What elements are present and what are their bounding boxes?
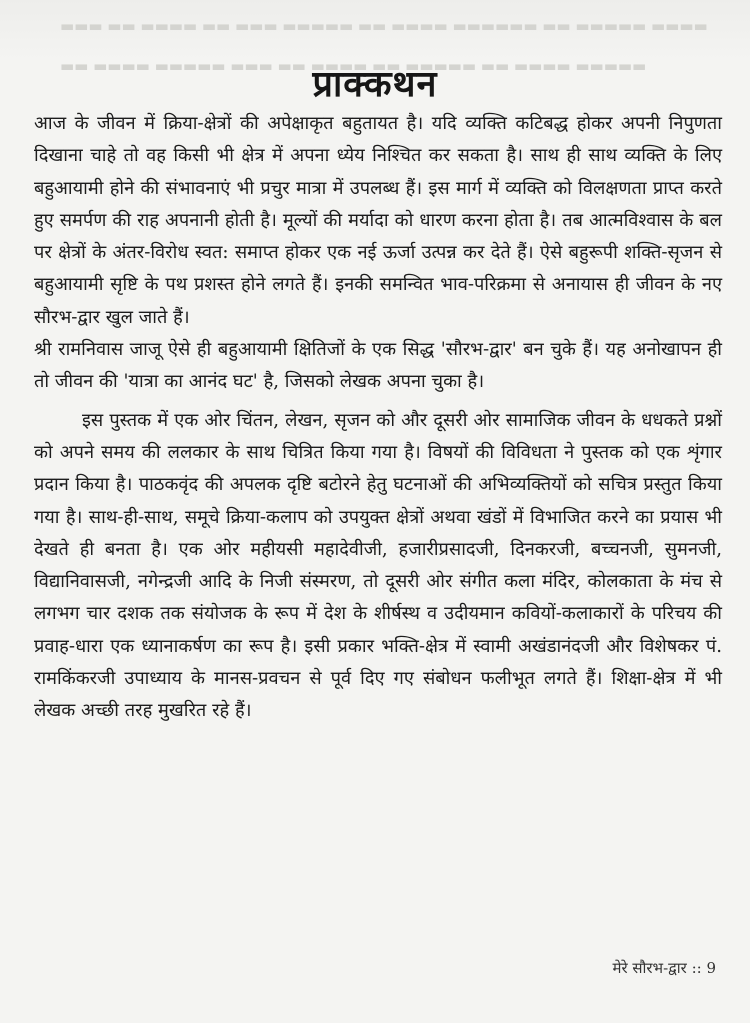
paragraph-1: आज के जीवन में क्रिया-क्षेत्रों की अपेक्षाकृत बहुतायत है। यदि व्यक्ति कटिबद्ध होकर अपनी निपुणता दिखाना चाहे तो वह किसी भी क्षेत्र में अपना ध्येय निश्चित कर सकता है। साथ ही साथ व्यक्ति के लिए बहुआयामी होने की संभावनाएं भी प्रचुर मात्रा में उपलब्ध हैं। इस मार्ग में व्यक्ति को विलक्षणता प्राप्त करते हुए समर्पण की राह अपनानी होती है। मूल्यों की मर्यादा को धारण करना होता है। तब आत्मविश्वास के बल पर क्षेत्रों के अंतर-विरोध स्वत: समाप्त होकर एक नई ऊर्जा उत्पन्न कर देते हैं। ऐसे बहुरूपी शक्ति-सृजन से बहुआयामी सृष्टि के पथ प्रशस्त होने लगते हैं। इनकी समन्वित भाव-परिक्रमा से अनायास ही जीवन के नए सौरभ-द्वार खुल जाते हैं। — [34, 113, 722, 328]
body-text — [34, 108, 722, 728]
paragraph-3: इस पुस्तक में एक ओर चिंतन, लेखन, सृजन को और दूसरी ओर सामाजिक जीवन के धधकते प्रश्नों को अपने समय की ललकार के साथ चित्रित किया गया है। विषयों की विविधता ने पुस्तक को एक शृंगार प्रदान किया है। पाठकवृंद की अपलक दृष्टि बटोरने हेतु घटनाओं की अभिव्यक्तियों को सचित्र प्रस्तुत किया गया है। साथ-ही-साथ, समूचे क्रिया-कलाप को उपयुक्त क्षेत्रों अथवा खंडों में विभाजित करने का प्रयास भी देखते ही बनता है। एक ओर महीयसी महादेवीजी, हजारीप्रसादजी, दिनकरजी, बच्चनजी, सुमनजी, विद्यानिवासजी, नगेन्द्रजी आदि के निजी संस्मरण, तो दूसरी ओर संगीत कला मंदिर, कोलकाता के मंच से लगभग चार दशक तक संयोजक के रूप में देश के शीर्षस्थ व उदीयमान कवियों-कलाकारों के परिचय की प्रवाह-धारा एक ध्यानाकर्षण का रूप है। इसी प्रकार भक्ति-क्षेत्र में स्वामी अखंडानंदजी और विशेषकर पं. रामकिंकरजी उपाध्याय के मानस-प्रवचन से पूर्व दिए गए संबोधन फलीभूत लगते हैं। शिक्षा-क्षेत्र में भी लेखक अच्छी तरह मुखरित रहे हैं। — [34, 409, 722, 722]
page-footer: मेरे सौरभ-द्वार :: 9 — [612, 959, 716, 977]
show-through-text: ▬▬▬ ▬▬ ▬▬▬▬ ▬▬ ▬▬▬ ▬▬▬▬▬ ▬▬ ▬▬▬▬ ▬▬▬▬▬▬ ▬▬ ▬▬▬▬▬ ▬▬▬▬ ▬▬ ▬▬▬▬ ▬▬▬▬▬ ▬▬▬ ▬▬ ▬▬▬▬ ▬▬ ▬▬▬▬▬ ▬▬ ▬▬▬▬ ▬▬▬▬▬ — [60, 17, 708, 75]
page-title: प्राक्कथन — [312, 63, 438, 106]
paragraph-2: श्री रामनिवास जाजू ऐसे ही बहुआयामी क्षितिजों के एक सिद्ध 'सौरभ-द्वार' बन चुके हैं। यह अनोखापन ही तो जीवन की 'यात्रा का आनंद घट' है, जिसको लेखक अपना चुका है। — [34, 339, 722, 393]
